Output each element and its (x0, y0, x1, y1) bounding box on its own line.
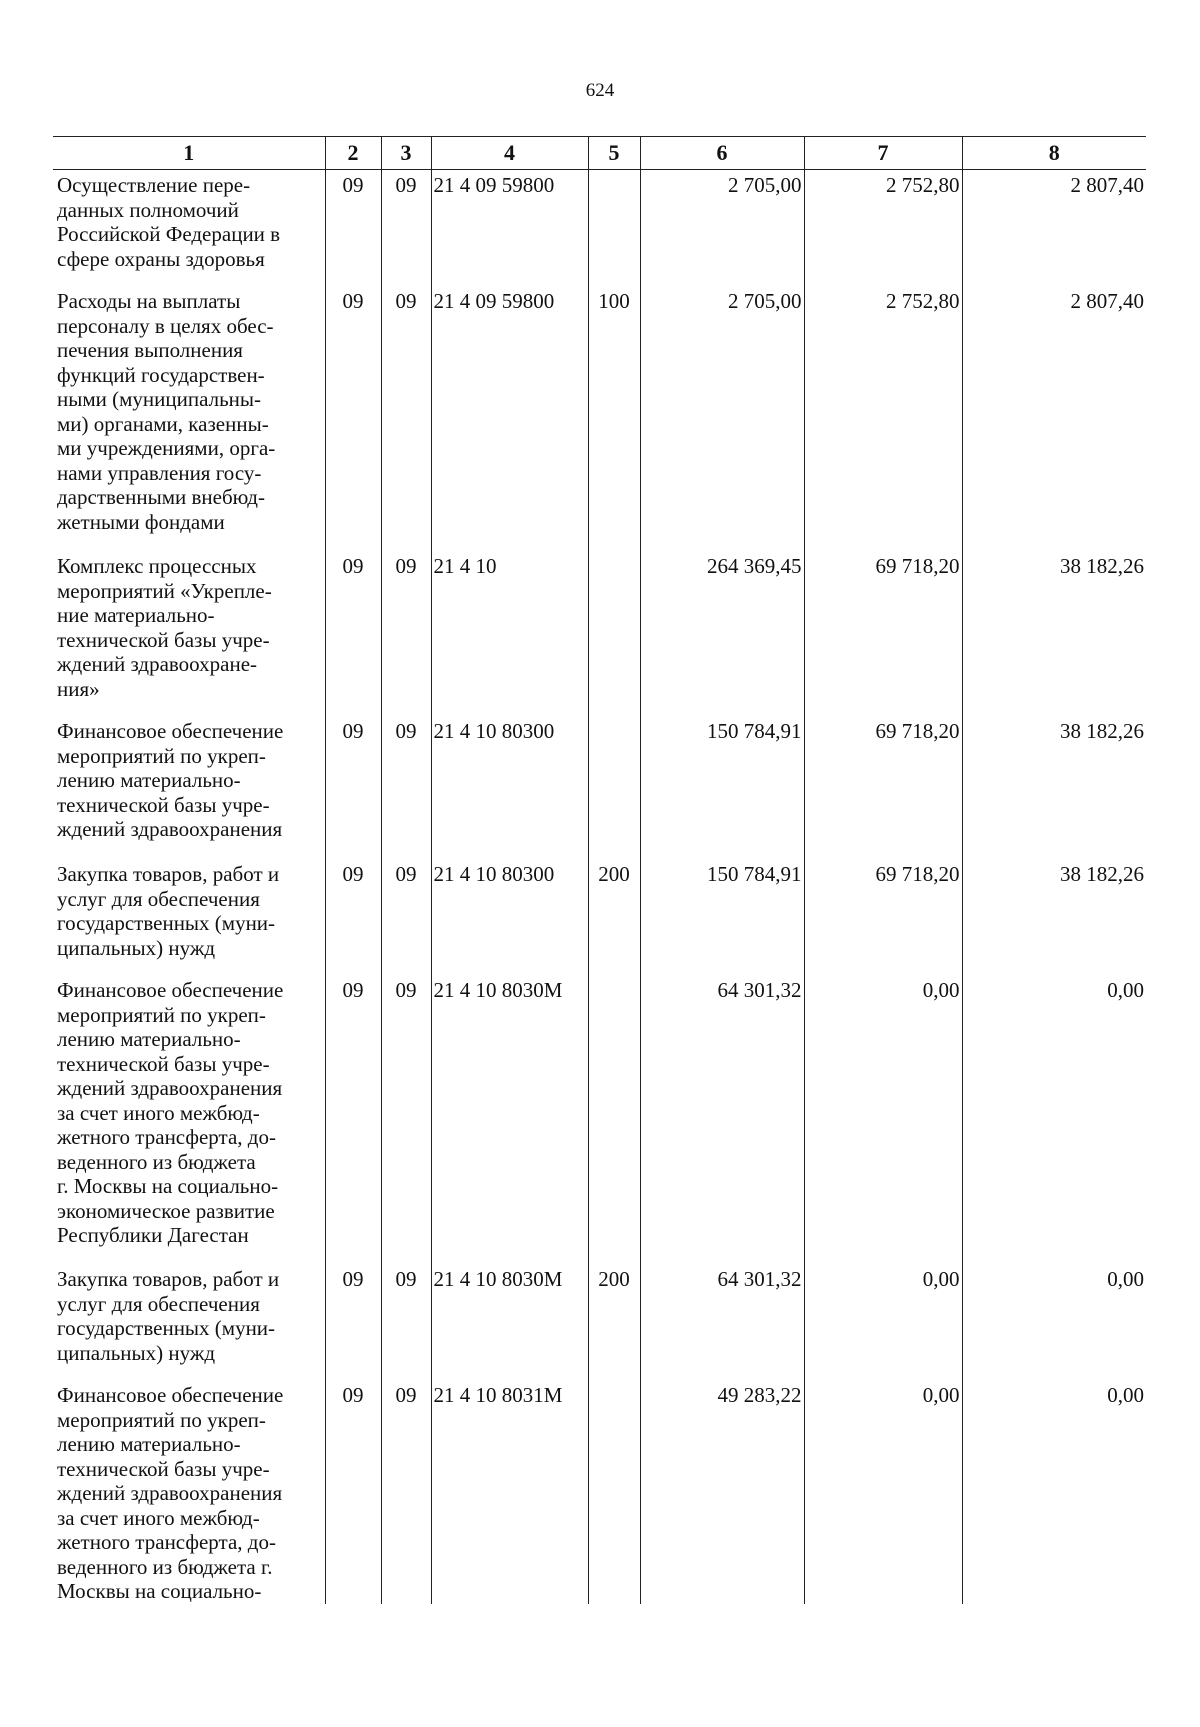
subsection-code: 09 (381, 1380, 431, 1604)
amount-col-6: 2 705,00 (640, 170, 804, 287)
col-header-4: 4 (431, 137, 588, 170)
section-code: 09 (325, 286, 381, 551)
target-article-code: 21 4 09 59800 (431, 170, 588, 287)
target-article-code: 21 4 10 (431, 551, 588, 716)
page-number: 624 (585, 80, 615, 101)
amount-col-8: 2 807,40 (962, 286, 1146, 551)
target-article-code: 21 4 10 8030M (431, 1264, 588, 1380)
col-header-6: 6 (640, 137, 804, 170)
col-header-7: 7 (804, 137, 962, 170)
table-row (53, 975, 1146, 1264)
table-row (53, 1380, 1146, 1604)
target-article-code: 21 4 10 8031M (431, 1380, 588, 1604)
amount-col-7: 0,00 (804, 975, 962, 1264)
row-description: Расходы на выплаты персоналу в целях обес- печения выполнения функций государствен- ными (муниципальны- ми) органами, казенны- ми учреждениями, орга- нами управления госу- дарственными внебюд- жетными фондами (53, 286, 325, 551)
subsection-code: 09 (381, 286, 431, 551)
amount-col-7: 69 718,20 (804, 551, 962, 716)
amount-col-7: 0,00 (804, 1380, 962, 1604)
table-row (53, 551, 1146, 716)
subsection-code: 09 (381, 859, 431, 975)
subsection-code: 09 (381, 170, 431, 287)
amount-col-6: 150 784,91 (640, 716, 804, 859)
table-row (53, 1264, 1146, 1380)
row-description: Осуществление пере- данных полномочий Российской Федерации в сфере охраны здоровья (53, 170, 325, 287)
target-article-code: 21 4 10 80300 (431, 859, 588, 975)
row-description: Финансовое обеспечение мероприятий по укреп- лению материально- технической базы учре- ждений здравоохранения за счет иного межбюд- жетного трансферта, до- веденного из бюджета г. Москвы на социально- экономическое развитие Республики Дагестан (53, 975, 325, 1264)
section-code: 09 (325, 975, 381, 1264)
col-header-3: 3 (381, 137, 431, 170)
table-body (53, 170, 1146, 1604)
amount-col-7: 2 752,80 (804, 286, 962, 551)
amount-col-8: 38 182,26 (962, 859, 1146, 975)
table-row (53, 859, 1146, 975)
subsection-code: 09 (381, 1264, 431, 1380)
target-article-code: 21 4 10 8030M (431, 975, 588, 1264)
expense-type-code (588, 1380, 640, 1604)
expense-type-code: 100 (588, 286, 640, 551)
expense-type-code (588, 170, 640, 287)
expense-type-code: 200 (588, 1264, 640, 1380)
amount-col-6: 2 705,00 (640, 286, 804, 551)
col-header-1: 1 (53, 137, 325, 170)
row-description: Финансовое обеспечение мероприятий по укреп- лению материально- технической базы учре- ждений здравоохранения (53, 716, 325, 859)
table-row (53, 170, 1146, 287)
amount-col-8: 2 807,40 (962, 170, 1146, 287)
amount-col-7: 2 752,80 (804, 170, 962, 287)
budget-table (53, 136, 1146, 1604)
amount-col-6: 264 369,45 (640, 551, 804, 716)
amount-col-7: 0,00 (804, 1264, 962, 1380)
amount-col-6: 64 301,32 (640, 975, 804, 1264)
section-code: 09 (325, 170, 381, 287)
amount-col-6: 64 301,32 (640, 1264, 804, 1380)
header-row (53, 137, 1146, 170)
table-row (53, 716, 1146, 859)
col-header-8: 8 (962, 137, 1146, 170)
section-code: 09 (325, 716, 381, 859)
subsection-code: 09 (381, 551, 431, 716)
subsection-code: 09 (381, 975, 431, 1264)
section-code: 09 (325, 551, 381, 716)
amount-col-8: 38 182,26 (962, 716, 1146, 859)
section-code: 09 (325, 1380, 381, 1604)
amount-col-8: 38 182,26 (962, 551, 1146, 716)
col-header-2: 2 (325, 137, 381, 170)
section-code: 09 (325, 859, 381, 975)
target-article-code: 21 4 10 80300 (431, 716, 588, 859)
target-article-code: 21 4 09 59800 (431, 286, 588, 551)
amount-col-8: 0,00 (962, 975, 1146, 1264)
row-description: Финансовое обеспечение мероприятий по укреп- лению материально- технической базы учре- ждений здравоохранения за счет иного межбюд- жетного трансферта, до- веденного из бюджета г. Москвы на социально- (53, 1380, 325, 1604)
expense-type-code (588, 551, 640, 716)
row-description: Закупка товаров, работ и услуг для обеспечения государственных (муни- ципальных) нужд (53, 1264, 325, 1380)
amount-col-7: 69 718,20 (804, 859, 962, 975)
expense-type-code (588, 716, 640, 859)
section-code: 09 (325, 1264, 381, 1380)
col-header-5: 5 (588, 137, 640, 170)
table-row (53, 286, 1146, 551)
subsection-code: 09 (381, 716, 431, 859)
expense-type-code (588, 975, 640, 1264)
amount-col-7: 69 718,20 (804, 716, 962, 859)
amount-col-8: 0,00 (962, 1380, 1146, 1604)
amount-col-6: 150 784,91 (640, 859, 804, 975)
row-description: Закупка товаров, работ и услуг для обеспечения государственных (муни- ципальных) нужд (53, 859, 325, 975)
amount-col-8: 0,00 (962, 1264, 1146, 1380)
row-description: Комплекс процессных мероприятий «Укрепле- ние материально- технической базы учре- ждений здравоохране- ния» (53, 551, 325, 716)
expense-type-code: 200 (588, 859, 640, 975)
amount-col-6: 49 283,22 (640, 1380, 804, 1604)
